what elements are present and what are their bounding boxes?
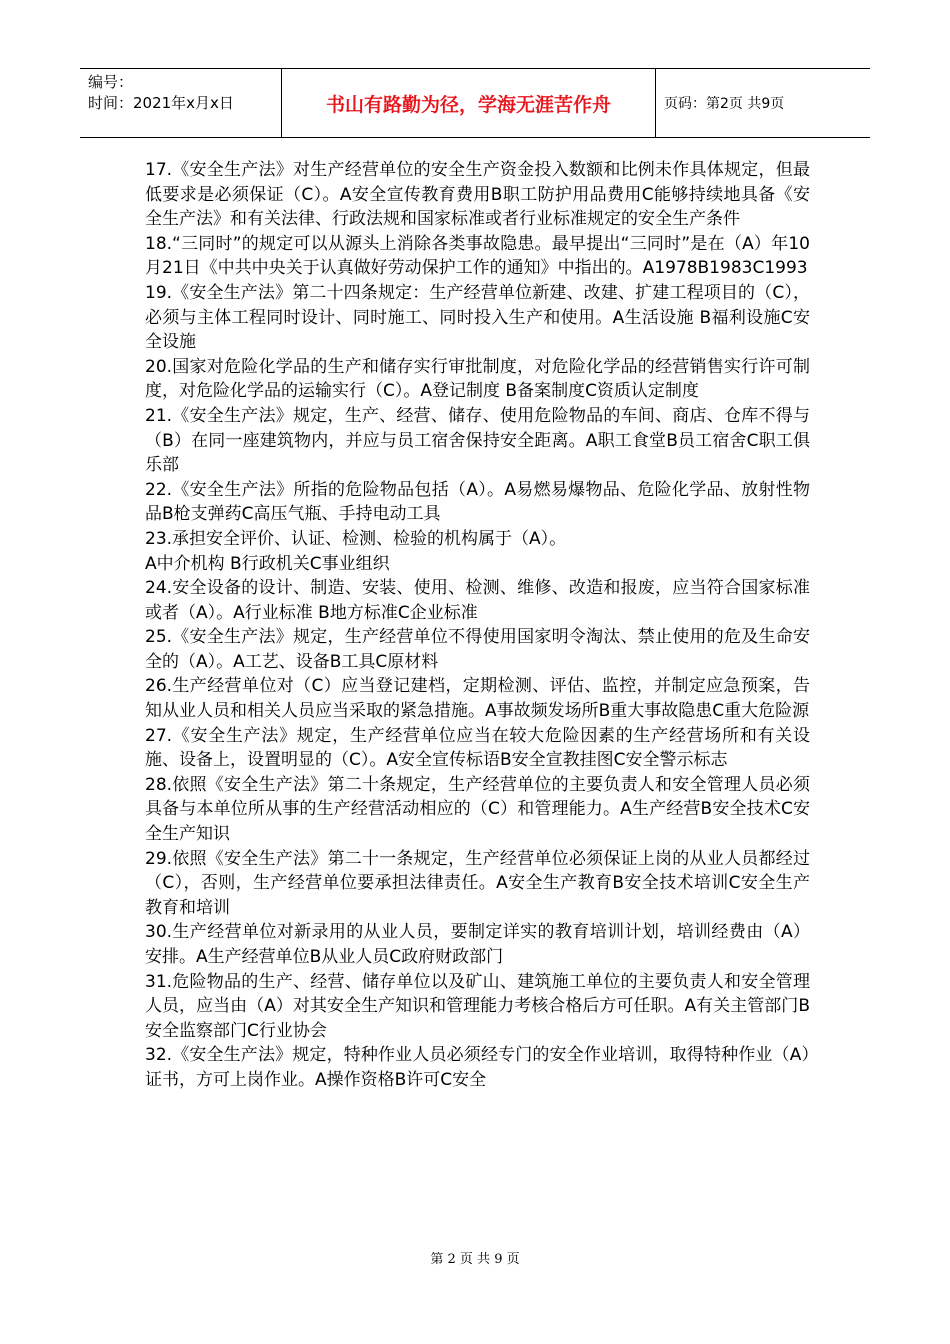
question-paragraph: 18.“三同时”的规定可以从源头上消除各类事故隐患。最早提出“三同时”是在（A）年10月21日《中共中央关于认真做好劳动保护工作的通知》中指出的。A1978B1983C1993 bbox=[145, 233, 810, 279]
question-paragraph: 25.《安全生产法》规定，生产经营单位不得使用国家明令淘汰、禁止使用的危及生命安全的（A）。A工艺、设备B工具C原材料 bbox=[145, 627, 810, 672]
header-motto: 书山有路勤为径，学海无涯苦作舟 bbox=[282, 69, 656, 137]
document-date: 时间：2021年x月x日 bbox=[88, 94, 234, 112]
question-paragraph: 21.《安全生产法》规定，生产、经营、储存、使用危险物品的车间、商店、仓库不得与（B）在同一座建筑物内，并应与员工宿舍保持安全距离。A职工食堂B员工宿舍C职工俱乐部 bbox=[145, 405, 810, 476]
question-paragraph: 19.《安全生产法》第二十四条规定：生产经营单位新建、改建、扩建工程项目的（C），必须与主体工程同时设计、同时施工、同时投入生产和使用。A生活设施 B福利设施C安全设施 bbox=[145, 282, 810, 353]
header-meta bbox=[80, 69, 282, 137]
question-paragraph: 17.《安全生产法》对生产经营单位的安全生产资金投入数额和比例未作具体规定，但最低要求是必须保证（C）。A安全宣传教育费用B职工防护用品费用C能够持续地具备《安全生产法》和有关法律、行政法规和国家标准或者行业标准规定的安全生产条件 bbox=[145, 160, 810, 230]
header-page-number: 页码：第2页 共9页 bbox=[664, 96, 785, 112]
page-footer: 第 2 页 共 9 页 bbox=[430, 1252, 520, 1267]
question-paragraph: 31.危险物品的生产、经营、储存单位以及矿山、建筑施工单位的主要负责人和安全管理人员，应当由（A）对其安全生产知识和管理能力考核合格后方可任职。A有关主管部门B安全监察部门C行业协会 bbox=[145, 971, 810, 1041]
question-paragraph: 28.依照《安全生产法》第二十条规定，生产经营单位的主要负责人和安全管理人员必须具备与本单位所从事的生产经营活动相应的（C）和管理能力。A生产经营B安全技术C安全生产知识 bbox=[145, 774, 810, 845]
question-paragraph: 24.安全设备的设计、制造、安装、使用、检测、维修、改造和报废，应当符合国家标准或者（A）。A行业标准 B地方标准C企业标准 bbox=[145, 578, 810, 623]
document-number-label: 编号： bbox=[88, 73, 134, 91]
question-paragraph: 32.《安全生产法》规定，特种作业人员必须经专门的安全作业培训，取得特种作业（A）证书，方可上岗作业。A操作资格B许可C安全 bbox=[145, 1045, 810, 1090]
question-paragraph: 26.生产经营单位对（C）应当登记建档，定期检测、评估、监控，并制定应急预案，告知从业人员和相关人员应当采取的紧急措施。A事故频发场所B重大事故隐患C重大危险源 bbox=[145, 676, 810, 722]
question-paragraph: 30.生产经营单位对新录用的从业人员，要制定详实的教育培训计划，培训经费由（A）安排。A生产经营单位B从业人员C政府财政部门 bbox=[145, 922, 810, 967]
question-options: A中介机构 B行政机关C事业组织 bbox=[145, 553, 390, 574]
question-paragraph: 22.《安全生产法》所指的危险物品包括（A）。A易燃易爆物品、危险化学品、放射性物品B枪支弹药C高压气瓶、手持电动工具 bbox=[145, 479, 810, 525]
page-header bbox=[80, 68, 870, 138]
question-paragraph: 27.《安全生产法》规定，生产经营单位应当在较大危险因素的生产经营场所和有关设施、设备上，设置明显的（C）。A安全宣传标语B安全宣教挂图C安全警示标志 bbox=[145, 725, 810, 771]
document-body bbox=[145, 158, 810, 1093]
question-paragraph: 29.依照《安全生产法》第二十一条规定，生产经营单位必须保证上岗的从业人员都经过（C），否则，生产经营单位要承担法律责任。A安全生产教育B安全技术培训C安全生产教育和培训 bbox=[145, 848, 810, 918]
question-paragraph: 23.承担安全评价、认证、检测、检验的机构属于（A）。 bbox=[145, 528, 567, 549]
question-paragraph: 20.国家对危险化学品的生产和储存实行审批制度，对危险化学品的经营销售实行许可制度，对危险化学品的运输实行（C）。A登记制度 B备案制度C资质认定制度 bbox=[145, 356, 810, 402]
